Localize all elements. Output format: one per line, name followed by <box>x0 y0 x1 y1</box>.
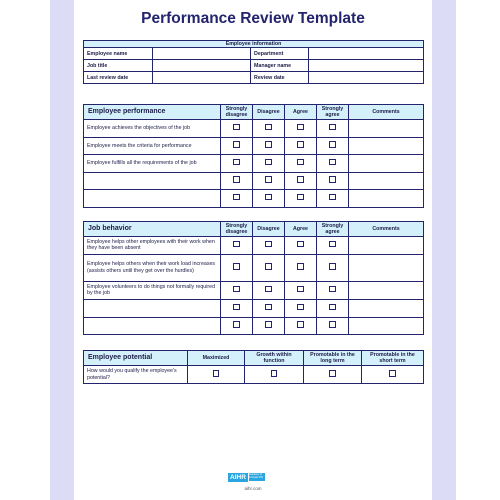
employee-performance-table <box>83 104 424 208</box>
manager-name-field[interactable] <box>309 60 424 72</box>
table-row <box>84 237 424 255</box>
manager-name-label: Manager name <box>251 60 309 72</box>
logo-subtitle: Academy to Innovate HR <box>249 473 265 481</box>
checkbox[interactable] <box>233 286 240 293</box>
employee-name-field[interactable] <box>153 48 251 60</box>
right-background-strip <box>432 0 456 500</box>
checkbox[interactable] <box>265 241 272 248</box>
checkbox[interactable] <box>233 159 240 166</box>
comments-field[interactable] <box>349 155 424 173</box>
potential-question: How would you qualify the employee's potential? <box>84 366 188 384</box>
statement-label: Employee volunteers to do things not formally required by the job <box>84 281 221 300</box>
comments-field[interactable] <box>349 137 424 155</box>
checkbox[interactable] <box>233 124 240 131</box>
checkbox[interactable] <box>265 141 272 148</box>
table-row <box>84 155 424 173</box>
department-label: Department <box>251 48 309 60</box>
checkbox[interactable] <box>213 370 220 377</box>
statement-field[interactable] <box>84 317 221 335</box>
review-date-field[interactable] <box>309 72 424 84</box>
checkbox[interactable] <box>265 321 272 328</box>
table-row <box>84 254 424 281</box>
column-header: Strongly disagree <box>221 222 253 237</box>
table-row <box>84 281 424 300</box>
column-header: Promotable in the long term <box>304 351 362 366</box>
comments-field[interactable] <box>349 190 424 208</box>
table-row <box>84 172 424 190</box>
logo-text: AIHR <box>230 473 246 481</box>
checkbox[interactable] <box>329 321 336 328</box>
checkbox[interactable] <box>233 141 240 148</box>
employee-performance-header: Employee performance <box>84 105 221 120</box>
checkbox[interactable] <box>329 176 336 183</box>
column-header: Disagree <box>253 222 285 237</box>
checkbox[interactable] <box>329 159 336 166</box>
statement-label: Employee achieves the objectives of the job <box>84 120 221 138</box>
checkbox[interactable] <box>329 141 336 148</box>
checkbox[interactable] <box>265 176 272 183</box>
checkbox[interactable] <box>329 124 336 131</box>
last-review-date-label: Last review date <box>84 72 153 84</box>
statement-label: Employee fulfills all the requirements of the job <box>84 155 221 173</box>
checkbox[interactable] <box>389 370 396 377</box>
column-header: Strongly disagree <box>221 105 253 120</box>
aihr-logo <box>228 472 278 482</box>
checkbox[interactable] <box>233 176 240 183</box>
checkbox[interactable] <box>329 263 336 270</box>
checkbox[interactable] <box>329 370 336 377</box>
employee-potential-table <box>83 350 424 384</box>
checkbox[interactable] <box>297 286 304 293</box>
checkbox[interactable] <box>297 304 304 311</box>
statement-label: Employee helps other employees with their work when they have been absent <box>84 237 221 255</box>
employee-information-table <box>83 40 424 84</box>
column-header: Promotable in the short term <box>362 351 424 366</box>
table-row <box>84 300 424 318</box>
statement-label: Employee helps others when their work load increases (assists others until they get over the hurdles) <box>84 254 221 281</box>
checkbox[interactable] <box>271 370 278 377</box>
checkbox[interactable] <box>265 124 272 131</box>
comments-field[interactable] <box>349 237 424 255</box>
table-row <box>84 366 424 384</box>
employee-potential-header: Employee potential <box>84 351 188 366</box>
checkbox[interactable] <box>329 286 336 293</box>
checkbox[interactable] <box>329 194 336 201</box>
column-header: Maximized <box>188 351 245 366</box>
checkbox[interactable] <box>233 321 240 328</box>
department-field[interactable] <box>309 48 424 60</box>
checkbox[interactable] <box>329 304 336 311</box>
employee-information-header: Employee information <box>84 41 424 48</box>
table-row <box>84 317 424 335</box>
column-header: Agree <box>285 222 317 237</box>
job-title-label: Job title <box>84 60 153 72</box>
checkbox[interactable] <box>265 159 272 166</box>
statement-field[interactable] <box>84 300 221 318</box>
comments-field[interactable] <box>349 300 424 318</box>
checkbox[interactable] <box>265 286 272 293</box>
checkbox[interactable] <box>329 241 336 248</box>
checkbox[interactable] <box>265 304 272 311</box>
statement-field[interactable] <box>84 190 221 208</box>
statement-label: Employee meets the criteria for performance <box>84 137 221 155</box>
column-header: Growth within function <box>245 351 304 366</box>
job-title-field[interactable] <box>153 60 251 72</box>
checkbox[interactable] <box>233 263 240 270</box>
comments-field[interactable] <box>349 120 424 138</box>
comments-field[interactable] <box>349 172 424 190</box>
last-review-date-field[interactable] <box>153 72 251 84</box>
job-behavior-table <box>83 221 424 335</box>
document-page <box>74 0 432 500</box>
checkbox[interactable] <box>297 159 304 166</box>
review-date-label: Review date <box>251 72 309 84</box>
checkbox[interactable] <box>233 241 240 248</box>
column-header: Strongly agree <box>317 105 349 120</box>
comments-field[interactable] <box>349 281 424 300</box>
job-behavior-header: Job behavior <box>84 222 221 237</box>
comments-field[interactable] <box>349 254 424 281</box>
employee-name-label: Employee name <box>84 48 153 60</box>
checkbox[interactable] <box>297 241 304 248</box>
comments-field[interactable] <box>349 317 424 335</box>
checkbox[interactable] <box>233 304 240 311</box>
checkbox[interactable] <box>233 194 240 201</box>
left-background-strip <box>50 0 74 500</box>
footer-url: aihr.com <box>244 486 262 491</box>
checkbox[interactable] <box>297 194 304 201</box>
checkbox[interactable] <box>297 141 304 148</box>
column-header: Comments <box>349 222 424 237</box>
page-title: Performance Review Template <box>141 10 365 27</box>
column-header: Strongly agree <box>317 222 349 237</box>
checkbox[interactable] <box>265 194 272 201</box>
table-row <box>84 190 424 208</box>
column-header: Disagree <box>253 105 285 120</box>
statement-field[interactable] <box>84 172 221 190</box>
checkbox[interactable] <box>297 176 304 183</box>
column-header: Agree <box>285 105 317 120</box>
checkbox[interactable] <box>297 124 304 131</box>
table-row <box>84 120 424 138</box>
checkbox[interactable] <box>297 263 304 270</box>
column-header: Comments <box>349 105 424 120</box>
checkbox[interactable] <box>297 321 304 328</box>
checkbox[interactable] <box>265 263 272 270</box>
table-row <box>84 137 424 155</box>
